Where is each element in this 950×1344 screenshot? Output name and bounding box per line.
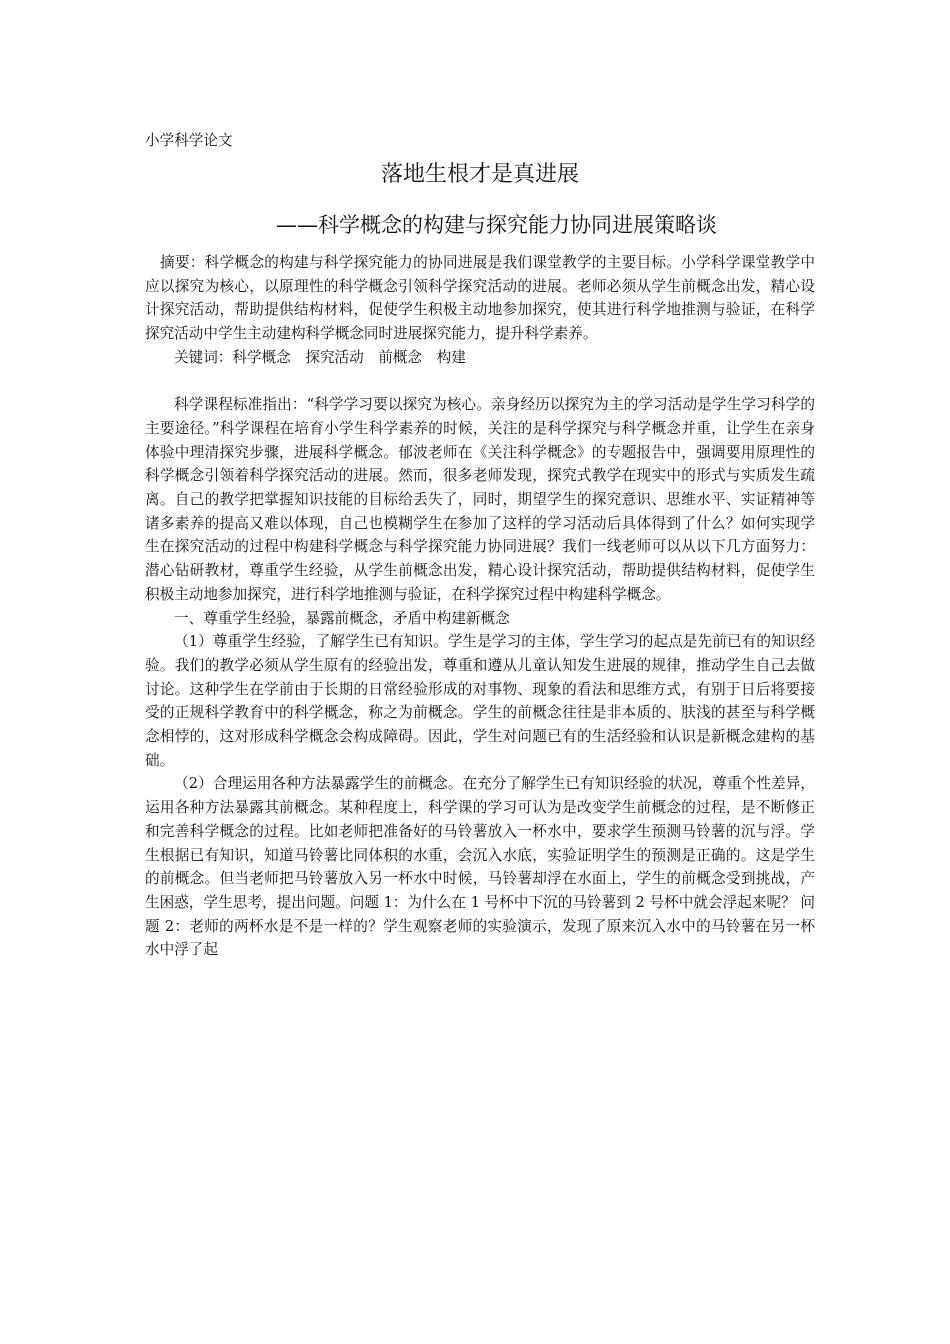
document-body [145,251,815,962]
document-subtitle: ——科学概念的构建与探究能力协同进展策略谈 [276,213,717,237]
intro-paragraph: 科学课程标准指出：“科学学习要以探究为核心。亲身经历以探究为主的学习活动是学生学习科学的主要途径。”科学课程在培育小学生科学素养的时候，关注的是科学探究与科学概念并重，让学生在亲身体验中理清探究步骤，进展科学概念。郁波老师在《关注科学概念》的专题报告中，强调要用原理性的科学概念引领着科学探究活动的进展。然而，很多老师发现，探究式教学在现实中的形式与实质发生疏离。自己的教学把掌握知识技能的目标给丢失了，同时，期望学生的探究意识、思维水平、实证精神等诸多素养的提高又难以体现，自己也模糊学生在参加了这样的学习活动后具体得到了什么？如何实现学生在探究活动的过程中构建科学概念与科学探究能力协同进展？我们一线老师可以从以下几方面努力：潜心钻研教材，尊重学生经验，从学生前概念出发，精心设计探究活动，帮助提供结构材料，促使学生积极主动地参加探究，进行科学地推测与验证，在科学探究过程中构建科学概念。 [145,396,815,603]
document-title: 落地生根才是真进展 [380,162,579,187]
body-paragraph-1: （1）尊重学生经验，了解学生已有知识。学生是学习的主体，学生学习的起点是先前已有的知识经验。我们的教学必须从学生原有的经验出发，尊重和遵从儿童认知发生进展的规律，推动学生自己去做讨论。这种学生在学前由于长期的日常经验形成的对事物、现象的看法和思维方式，有别于日后将要接受的正规科学教育中的科学概念，称之为前概念。学生的前概念往往是非本质的、肤浅的甚至与科学概念相悖的，这对形成科学概念会构成障碍。因此，学生对问题已有的生活经验和认识是新概念建构的基础。 [145,633,815,769]
abstract-paragraph: 摘要：科学概念的构建与科学探究能力的协同进展是我们课堂教学的主要目标。小学科学课堂教学中应以探究为核心，以原理性的科学概念引领科学探究活动的进展。老师必须从学生前概念出发，精心设计探究活动，帮助提供结构材料，促使学生积极主动地参加探究，使其进行科学地推测与验证，在科学探究活动中学生主动建构科学概念同时进展探究能力，提升科学素养。 [145,254,815,343]
body-paragraph-2: （2）合理运用各种方法暴露学生的前概念。在充分了解学生已有知识经验的状况，尊重个性差异，运用各种方法暴露其前概念。某种程度上，科学课的学习可认为是改变学生前概念的过程，是不断修正和完善科学概念的过程。比如老师把准备好的马铃薯放入一杯水中，要求学生预测马铃薯的沉与浮。学生根据已有知识，知道马铃薯比同体积的水重，会沉入水底，实验证明学生的预测是正确的。这是学生的前概念。但当老师把马铃薯放入另一杯水中时候，马铃薯却浮在水面上，学生的前概念受到挑战，产生困惑，学生思考，提出问题。问题 1：为什么在 1 号杯中下沉的马铃薯到 2 号杯中就会浮起来呢？ 问题 2：老师的两杯水是不是一样的？学生观察老师的实验演示，发现了原来沉入水中的马铃薯在另一杯水中浮了起 [145,775,815,959]
document-category: 小学科学论文 [145,132,233,149]
section-heading: 一、尊重学生经验，暴露前概念，矛盾中构建新概念 [174,609,510,627]
paragraph-gap [145,370,815,394]
keywords-line: 关键词：科学概念 探究活动 前概念 构建 [174,348,466,366]
